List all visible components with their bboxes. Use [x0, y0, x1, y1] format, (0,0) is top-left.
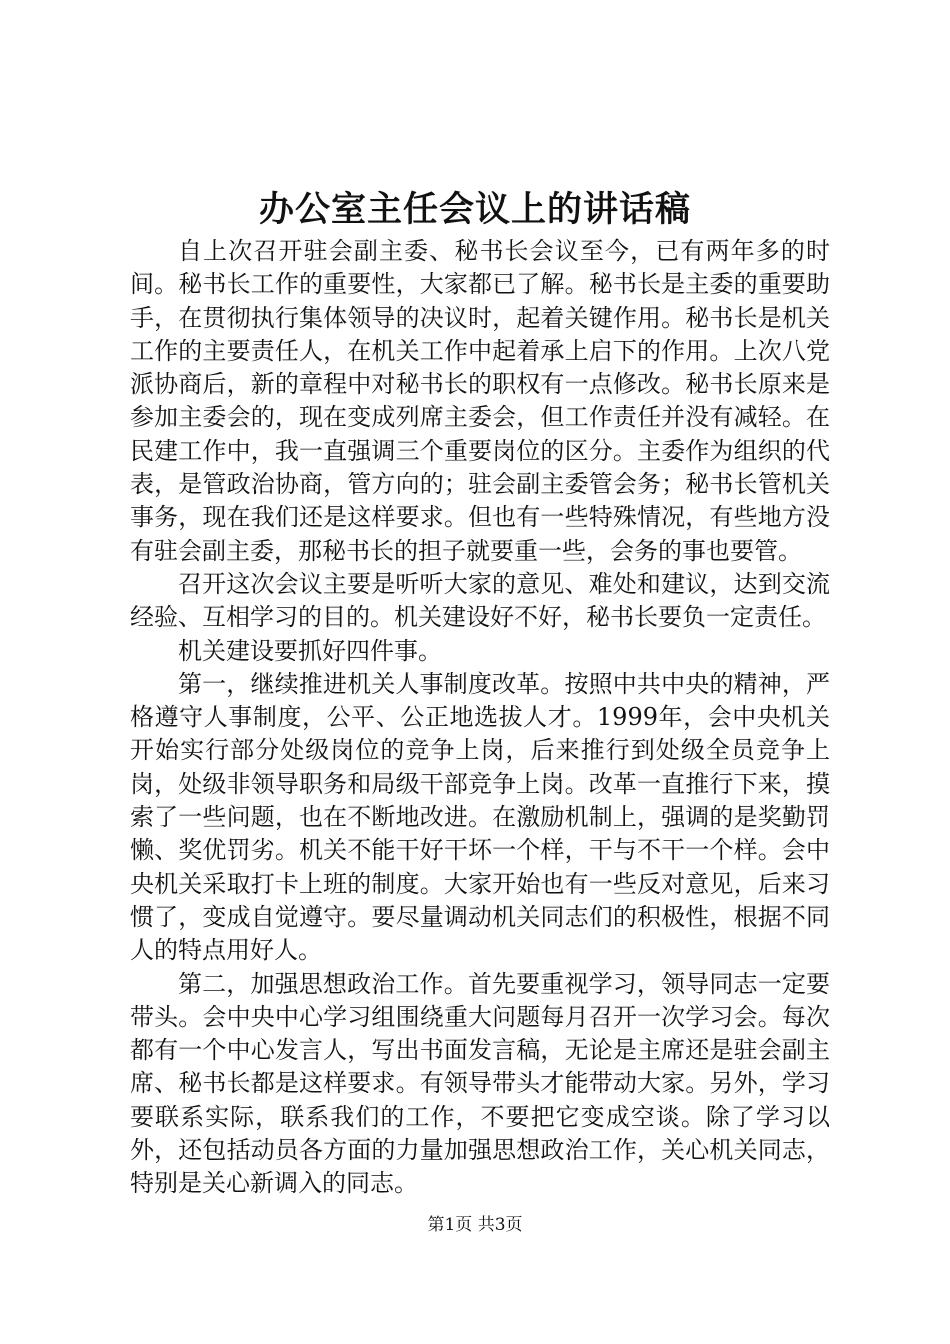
paragraph-1: 自上次召开驻会副主委、秘书长会议至今，已有两年多的时间。秘书长工作的重要性，大家都已了解。秘书长是主委的重要助手，在贯彻执行集体领导的决议时，起着关键作用。秘书长是机关工作的主要责任人，在机关工作中起着承上启下的作用。上次八党派协商后，新的章程中对秘书长的职权有一点修改。秘书长原来是参加主委会的，现在变成列席主委会，但工作责任并没有减轻。在民建工作中，我一直强调三个重要岗位的区分。主委作为组织的代表，是管政治协商，管方向的；驻会副主委管会务；秘书长管机关事务，现在我们还是这样要求。但也有一些特殊情况，有些地方没有驻会副主委，那秘书长的担子就要重一些，会务的事也要管。: [130, 237, 830, 565]
paragraph-2: 召开这次会议主要是听听大家的意见、难处和建议，达到交流经验、互相学习的目的。机关建设好不好，秘书长要负一定责任。: [130, 569, 830, 632]
paragraph-3: 机关建设要抓好四件事。: [178, 636, 442, 665]
paragraph-5: 第二，加强思想政治工作。首先要重视学习，领导同志一定要带头。会中央中心学习组围绕重大问题每月召开一次学习会。每次都有一个中心发言人，写出书面发言稿，无论是主席还是驻会副主席、秘书长都是这样要求。有领导带头才能带动大家。另外，学习要联系实际，联系我们的工作，不要把它变成空谈。除了学习以外，还包括动员各方面的力量加强思想政治工作，关心机关同志，特别是关心新调入的同志。: [130, 969, 830, 1198]
document-title: 办公室主任会议上的讲话稿: [258, 189, 691, 230]
document-body: [130, 235, 830, 1201]
page-footer: 第1页 共3页: [427, 1215, 523, 1235]
paragraph-4: 第一，继续推进机关人事制度改革。按照中共中央的精神，严格遵守人事制度，公平、公正地选拔人才。1999年，会中央机关开始实行部分处级岗位的竞争上岗，后来推行到处级全员竞争上岗，处级非领导职务和局级干部竞争上岗。改革一直推行下来，摸索了一些问题，也在不断地改进。在激励机制上，强调的是奖勤罚懒、奖优罚劣。机关不能干好干坏一个样，干与不干一个样。会中央机关采取打卡上班的制度。大家开始也有一些反对意见，后来习惯了，变成自觉遵守。要尽量调动机关同志们的积极性，根据不同人的特点用好人。: [130, 669, 830, 965]
